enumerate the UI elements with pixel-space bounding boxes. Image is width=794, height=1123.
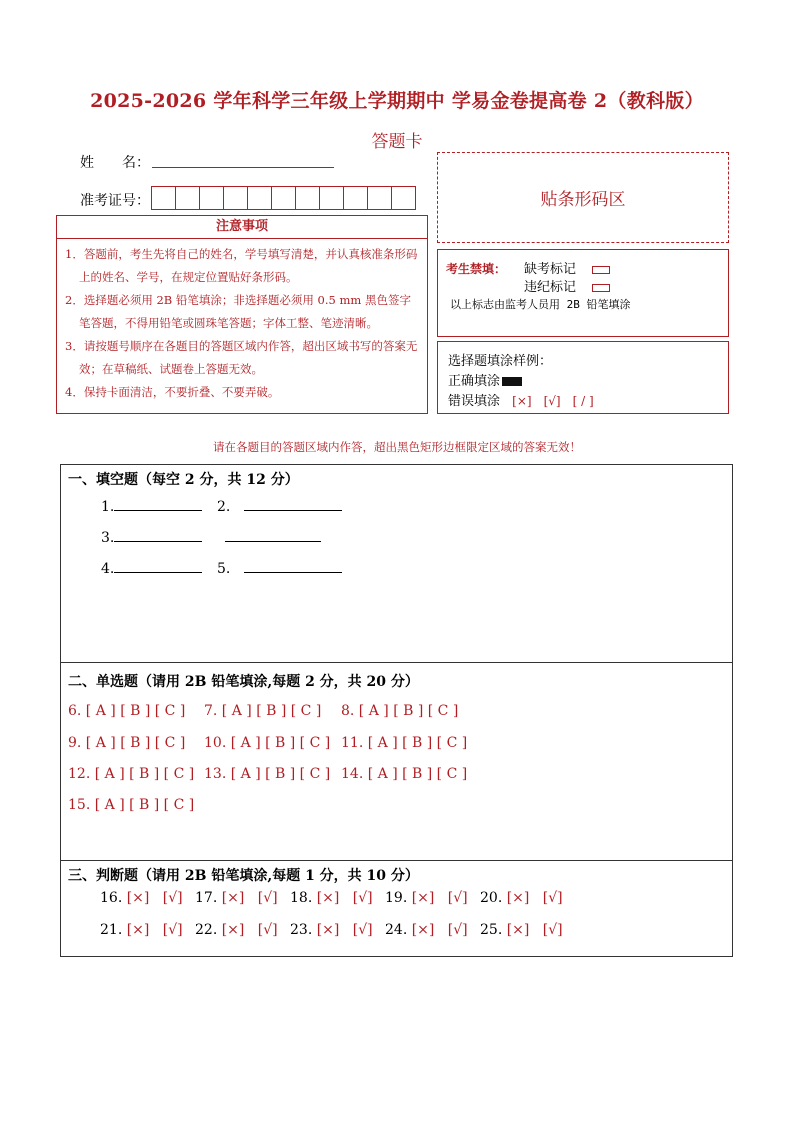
id-digit-box[interactable]	[295, 186, 320, 210]
id-digit-box[interactable]	[319, 186, 344, 210]
id-digit-box[interactable]	[391, 186, 416, 210]
id-digit-box[interactable]	[343, 186, 368, 210]
section2-title: 二、单选题（请用 2B 铅笔填涂,每题 2 分，共 20 分）	[68, 674, 419, 690]
sample-box	[437, 341, 729, 414]
answer-blank[interactable]	[114, 528, 202, 542]
id-digit-box[interactable]	[199, 186, 224, 210]
forbidden-box	[437, 249, 729, 337]
true-option[interactable]: [√]	[542, 922, 563, 938]
answer-blank[interactable]	[114, 559, 202, 573]
choice-question[interactable]: 9. [ A ] [ B ] [ C ]	[68, 735, 186, 751]
question-number: 20.	[480, 890, 507, 906]
true-option[interactable]: [√]	[447, 922, 468, 938]
choice-question[interactable]: 8. [ A ] [ B ] [ C ]	[341, 703, 459, 719]
choice-question[interactable]: 7. [ A ] [ B ] [ C ]	[204, 703, 322, 719]
true-false-question	[290, 922, 373, 938]
true-option[interactable]: [√]	[352, 922, 373, 938]
true-option[interactable]: [√]	[352, 890, 373, 906]
forbidden-label: 考生禁填：	[446, 262, 507, 276]
absent-mark-row	[524, 258, 610, 277]
sample-correct-row	[448, 370, 522, 389]
section3-title: 三、判断题（请用 2B 铅笔填涂,每题 1 分，共 10 分）	[68, 868, 419, 884]
true-false-question	[290, 890, 373, 906]
true-false-question	[195, 890, 278, 906]
choice-question[interactable]: 6. [ A ] [ B ] [ C ]	[68, 703, 186, 719]
id-digit-box[interactable]	[247, 186, 272, 210]
warning-text: 请在各题目的答题区域内作答，超出黑色矩形边框限定区域的答案无效！	[213, 440, 581, 454]
false-option[interactable]: [×]	[506, 890, 530, 906]
page-title: 2025-2026 学年科学三年级上学期期中 学易金卷提高卷 2（教科版）	[90, 90, 704, 112]
choice-question[interactable]: 12. [ A ] [ B ] [ C ]	[68, 766, 195, 782]
notice-item: 4．保持卡面清洁，不要折叠、不要弄破。	[65, 385, 280, 399]
fill-item-blank	[225, 528, 321, 546]
barcode-area	[437, 152, 729, 243]
false-option[interactable]: [×]	[411, 922, 435, 938]
notice-item: 1．答题前，考生先将自己的姓名，学号填写清楚，并认真核准条形码上的姓名、学号，在规定位置贴好条形码。	[65, 247, 418, 284]
question-number: 19.	[385, 890, 412, 906]
sample-wrong-row	[448, 390, 594, 409]
sample-wrong-marks: [×] [√] [ / ]	[512, 394, 594, 408]
true-false-question	[385, 890, 468, 906]
false-option[interactable]: [×]	[221, 922, 245, 938]
false-option[interactable]: [×]	[506, 922, 530, 938]
true-option[interactable]: [√]	[542, 890, 563, 906]
page-subtitle: 答题卡	[371, 132, 423, 152]
violation-mark-row	[524, 276, 610, 295]
true-option[interactable]: [√]	[447, 890, 468, 906]
question-number: 24.	[385, 922, 412, 938]
question-number: 17.	[195, 890, 222, 906]
false-option[interactable]: [×]	[411, 890, 435, 906]
name-label: 姓 名：	[80, 155, 150, 171]
filled-mark-icon	[502, 377, 522, 386]
notice-box	[56, 215, 428, 414]
id-digit-box[interactable]	[271, 186, 296, 210]
forbidden-note: 以上标志由监考人员用 2B 铅笔填涂	[450, 298, 631, 311]
false-option[interactable]: [×]	[126, 922, 150, 938]
notice-item: 2．选择题必须用 2B 铅笔填涂；非选择题必须用 0.5 mm 黑色签字笔答题，不得用铅笔或圆珠笔答题；字体工整、笔迹清晰。	[65, 293, 411, 330]
notice-title: 注意事项	[57, 216, 427, 239]
true-option[interactable]: [√]	[162, 890, 183, 906]
question-number: 23.	[290, 922, 317, 938]
absent-checkbox[interactable]	[592, 266, 610, 274]
true-false-question	[100, 922, 183, 938]
section-divider	[60, 860, 733, 861]
false-option[interactable]: [×]	[126, 890, 150, 906]
id-digit-box[interactable]	[175, 186, 200, 210]
answer-blank[interactable]	[244, 559, 342, 573]
question-number: 21.	[100, 922, 127, 938]
question-number: 16.	[100, 890, 127, 906]
id-boxes[interactable]	[152, 186, 416, 210]
section-divider	[60, 662, 733, 663]
choice-question[interactable]: 10. [ A ] [ B ] [ C ]	[204, 735, 331, 751]
true-false-question	[480, 922, 563, 938]
id-digit-box[interactable]	[223, 186, 248, 210]
barcode-label: 贴条形码区	[540, 190, 626, 210]
fill-item-5: 5.	[217, 559, 342, 577]
false-option[interactable]: [×]	[316, 922, 340, 938]
name-field[interactable]	[152, 167, 334, 168]
answer-blank[interactable]	[225, 528, 321, 542]
sample-correct-label: 正确填涂	[448, 374, 501, 389]
sample-wrong-label: 错误填涂	[448, 394, 501, 409]
section1-title: 一、填空题（每空 2 分，共 12 分）	[68, 472, 299, 488]
violation-checkbox[interactable]	[592, 284, 610, 292]
id-digit-box[interactable]	[151, 186, 176, 210]
sample-title: 选择题填涂样例：	[448, 354, 553, 369]
choice-question[interactable]: 14. [ A ] [ B ] [ C ]	[341, 766, 468, 782]
choice-question[interactable]: 11. [ A ] [ B ] [ C ]	[341, 735, 468, 751]
fill-item-1: 1.	[101, 497, 202, 515]
choice-question[interactable]: 15. [ A ] [ B ] [ C ]	[68, 797, 195, 813]
answer-blank[interactable]	[244, 497, 342, 511]
question-number: 22.	[195, 922, 222, 938]
violation-label: 违纪标记	[524, 280, 577, 295]
fill-item-2: 2.	[217, 497, 342, 515]
true-option[interactable]: [√]	[162, 922, 183, 938]
true-option[interactable]: [√]	[257, 922, 278, 938]
notice-item: 3．请按题号顺序在各题目的答题区域内作答，超出区域书写的答案无效；在草稿纸、试题卷上答题无效。	[65, 339, 418, 376]
id-digit-box[interactable]	[367, 186, 392, 210]
true-false-question	[385, 922, 468, 938]
true-false-question	[195, 922, 278, 938]
choice-question[interactable]: 13. [ A ] [ B ] [ C ]	[204, 766, 331, 782]
true-option[interactable]: [√]	[257, 890, 278, 906]
fill-item-4: 4.	[101, 559, 202, 577]
true-false-question	[480, 890, 563, 906]
fill-item-3: 3.	[101, 528, 202, 546]
question-number: 18.	[290, 890, 317, 906]
notice-list	[57, 239, 427, 404]
false-option[interactable]: [×]	[316, 890, 340, 906]
id-label: 准考证号：	[80, 193, 150, 209]
absent-label: 缺考标记	[524, 262, 577, 277]
true-false-question	[100, 890, 183, 906]
false-option[interactable]: [×]	[221, 890, 245, 906]
answer-blank[interactable]	[114, 497, 202, 511]
question-number: 25.	[480, 922, 507, 938]
